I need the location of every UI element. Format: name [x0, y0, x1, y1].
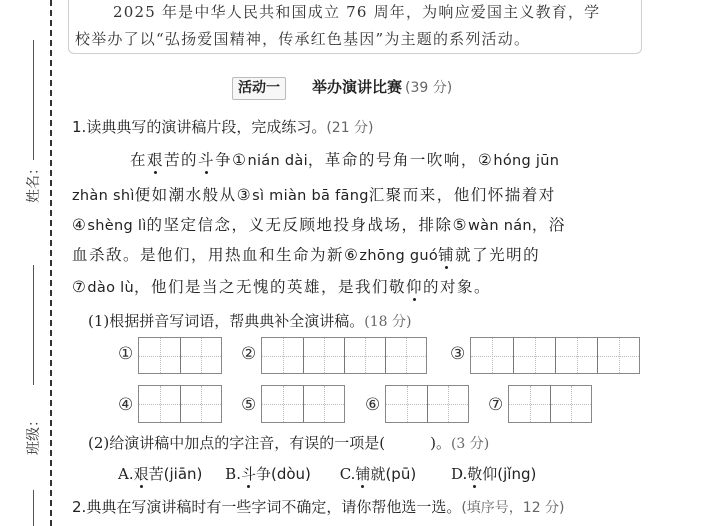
passage-text: 汇聚而来，他们怀揣着对 [368, 186, 556, 204]
answer-grid-1[interactable] [138, 337, 222, 374]
question-1 [72, 116, 374, 137]
option-b-pinyin: (dòu) [271, 465, 311, 483]
option-a-char: 苦 [148, 465, 164, 483]
question-2-number: 2. [72, 498, 87, 516]
passage-text: 的坚定信念，义无反顾地投身战场，排除 [146, 216, 453, 234]
question-2-score: (填序号，12 分) [461, 500, 565, 516]
writing-cell[interactable] [139, 386, 180, 422]
class-label: 班级： [26, 413, 42, 455]
writing-cell[interactable] [385, 338, 426, 373]
grid-label-3: ③ [450, 344, 466, 364]
blank-number: ⑤ [452, 216, 468, 234]
grid-label-2: ② [241, 344, 257, 364]
pinyin-blank: nián dài [247, 153, 308, 169]
writing-cell[interactable] [509, 386, 550, 422]
option-b-letter: B. [225, 465, 241, 483]
writing-cell[interactable] [262, 338, 303, 373]
answer-grid-3[interactable] [470, 337, 640, 374]
option-a-letter: A. [118, 465, 134, 483]
option-d-char: 仰 [482, 465, 498, 483]
passage-text: 苦的 [164, 151, 199, 169]
option-a[interactable] [118, 463, 202, 484]
writing-cell[interactable] [513, 338, 555, 373]
writing-cell[interactable] [597, 338, 639, 373]
sub-question-2-score: (3 分) [450, 436, 490, 452]
writing-cell[interactable] [555, 338, 597, 373]
dotted-char: 铺 [438, 243, 455, 265]
option-c-pinyin: (pū) [385, 465, 417, 483]
passage-line-2 [72, 183, 556, 205]
writing-cell[interactable] [303, 338, 344, 373]
pinyin-blank: zhàn shì [72, 188, 135, 204]
writing-cell[interactable] [550, 386, 591, 422]
sub-question-1 [88, 310, 411, 331]
option-d-dotted-char: 敬 [467, 465, 483, 483]
answer-grid-7[interactable] [508, 385, 592, 423]
passage-text: 在 [130, 151, 148, 169]
option-a-dotted-char: 艰 [133, 465, 149, 483]
writing-cell[interactable] [471, 338, 513, 373]
answer-grid-2[interactable] [261, 337, 427, 374]
passage-text: 争 [215, 151, 233, 169]
answer-grid-6[interactable] [385, 385, 469, 423]
intro-line-2: 校举办了以“弘扬爱国精神，传承红色基因”为主题的系列活动。 [75, 30, 531, 48]
name-underline-top [33, 40, 34, 160]
intro-line-1: 2025 年是中华人民共和国成立 76 周年，为响应爱国主义教育，学 [113, 3, 601, 21]
answer-grid-4[interactable] [138, 385, 222, 423]
blank-number: ② [477, 151, 494, 169]
dotted-char: 仰 [406, 275, 423, 297]
grid-label-4: ④ [118, 395, 134, 415]
passage-text: 便如潮水般从 [134, 186, 237, 204]
dotted-char: 艰 [147, 148, 164, 170]
question-2-text: 典典在写演讲稿时有一些字词不确定，请你帮他选一选。 [86, 498, 462, 516]
sub-question-2-text: 给演讲稿中加点的字注音，有误的一项是( )。 [109, 434, 451, 452]
writing-cell[interactable] [386, 386, 427, 422]
answer-grid-5[interactable] [261, 385, 345, 423]
writing-cell[interactable] [303, 386, 344, 422]
writing-cell[interactable] [180, 386, 221, 422]
option-c-dotted-char: 铺 [355, 465, 371, 483]
name-label: 姓名： [26, 161, 42, 203]
option-c[interactable] [340, 463, 416, 484]
pinyin-blank: hóng jūn [493, 153, 560, 169]
activity-score: (39 分) [405, 80, 453, 96]
pinyin-blank: shèng lì [87, 218, 147, 234]
question-1-number: 1. [72, 118, 87, 136]
option-c-letter: C. [339, 465, 356, 483]
sub-question-2-label: (2) [88, 434, 110, 452]
passage-text: 血杀敌。是他们，用热血和生命为新 [72, 246, 345, 264]
sub-question-1-label: (1) [88, 312, 110, 330]
activity-title [312, 76, 452, 97]
blank-number: ⑦ [72, 278, 88, 296]
writing-cell[interactable] [427, 386, 468, 422]
blank-number: ⑥ [344, 246, 360, 264]
option-c-char: 就 [370, 465, 386, 483]
choice-options [118, 463, 554, 484]
sub-question-1-text: 根据拼音写词语，帮典典补全演讲稿。 [109, 312, 365, 330]
activity-tag: 活动一 [232, 77, 286, 100]
option-d-letter: D. [450, 465, 468, 483]
pinyin-blank: sì miàn bā fāng [252, 188, 369, 204]
passage-line-4 [72, 243, 540, 265]
question-2 [72, 496, 565, 517]
option-d[interactable] [451, 463, 536, 484]
sub-question-2 [88, 432, 489, 453]
activity-title-text: 举办演讲比赛 [312, 78, 403, 96]
blank-number: ③ [236, 186, 253, 204]
writing-cell[interactable] [262, 386, 303, 422]
option-b-dotted-char: 斗 [240, 465, 256, 483]
sub-question-1-score: (18 分) [364, 314, 412, 330]
grid-label-5: ⑤ [241, 395, 257, 415]
passage-line-1 [130, 148, 559, 170]
passage-line-5 [72, 275, 491, 297]
writing-cell[interactable] [344, 338, 385, 373]
class-underline [33, 490, 34, 526]
passage-text: 的对象。 [423, 278, 492, 296]
pinyin-blank: zhōng guó [359, 248, 439, 264]
option-b[interactable] [225, 463, 311, 484]
writing-cell[interactable] [139, 338, 180, 373]
passage-text: 就了光明的 [455, 246, 541, 264]
cut-line [50, 0, 52, 526]
blank-number: ④ [72, 216, 88, 234]
question-1-score: (21 分) [326, 120, 374, 136]
pinyin-blank: wàn nán [467, 218, 532, 234]
passage-text: ，他们是当之无愧的英雄，是我们敬 [134, 278, 407, 296]
option-b-char: 争 [255, 465, 271, 483]
writing-cell[interactable] [180, 338, 221, 373]
option-a-pinyin: (jiān) [163, 465, 203, 483]
grid-label-7: ⑦ [488, 395, 504, 415]
pinyin-blank: dào lù [87, 280, 134, 296]
passage-line-3 [72, 213, 566, 235]
passage-text: ，革命的号角一吹响， [307, 151, 478, 169]
question-1-text: 读典典写的演讲稿片段，完成练习。 [86, 118, 327, 136]
name-underline-bottom [33, 265, 34, 385]
option-d-pinyin: (jǐng) [497, 465, 537, 483]
passage-text: ，浴 [531, 216, 566, 234]
blank-number: ① [232, 151, 248, 169]
grid-label-1: ① [118, 344, 134, 364]
grid-label-6: ⑥ [365, 395, 381, 415]
dotted-char: 斗 [198, 148, 215, 170]
